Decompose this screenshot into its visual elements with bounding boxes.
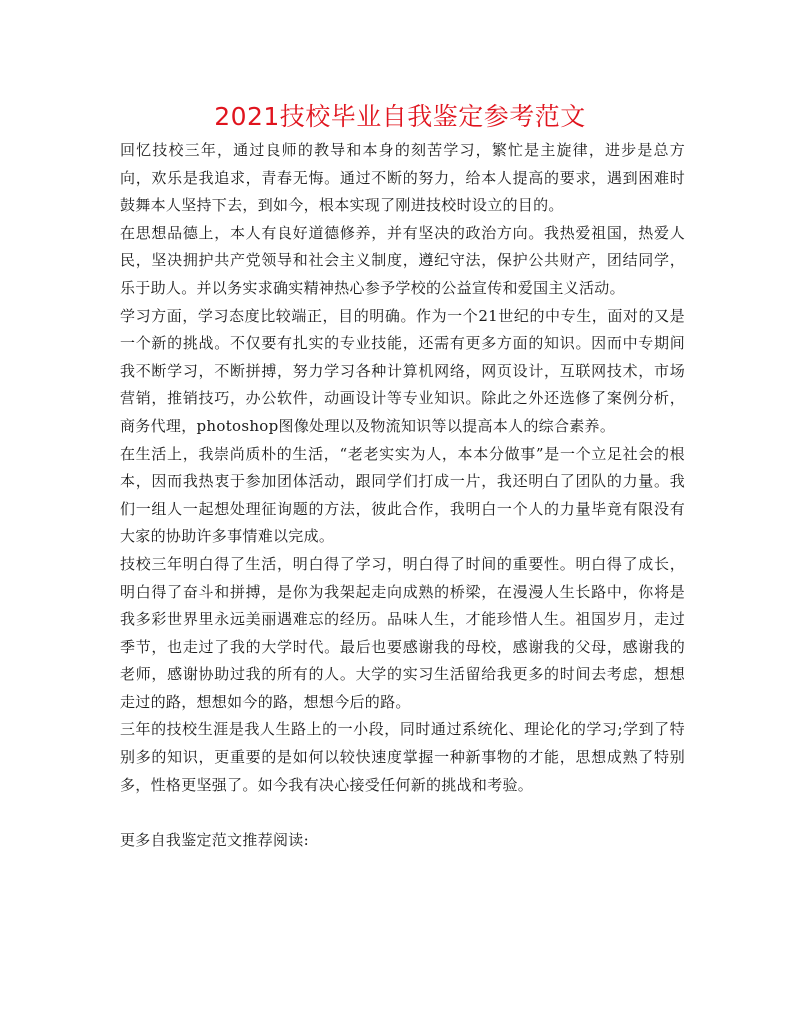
more-reading-heading: 更多自我鉴定范文推荐阅读: xyxy=(120,830,309,849)
paragraph-life: 在生活上，我崇尚质朴的生活，“老老实实为人，本本分做事”是一个立足社会的根本，因而我热衷于参加团体活动，跟同学们打成一片，我还明白了团队的力量。我们一组人一起想处理征询题的方法，彼此合作，我明白一个人的力量毕竟有限没有大家的协助许多事情难以完成。 xyxy=(120,444,685,546)
paragraph-study: 学习方面，学习态度比较端正，目的明确。作为一个21世纪的中专生，面对的又是一个新的挑战。不仅要有扎实的专业技能，还需有更多方面的知识。因而中专期间我不断学习，不断拼搏，努力学习各种计算机网络，网页设计，互联网技术，市场营销，推销技巧，办公软件，动画设计等专业知识。除此之外还选修了案例分析，商务代理，photoshop图像处理以及物流知识等以提高本人的综合素养。 xyxy=(120,306,685,435)
paragraph-ideology: 在思想品德上，本人有良好道德修养，并有坚决的政治方向。我热爱祖国，热爱人民，坚决拥护共产党领导和社会主义制度，遵纪守法，保护公共财产，团结同学，乐于助人。并以务实求确实精神热心参予学校的公益宣传和爱国主义活动。 xyxy=(120,223,685,297)
paragraph-growth: 技校三年明白得了生活，明白得了学习，明白得了时间的重要性。明白得了成长，明白得了奋斗和拼搏，是你为我架起走向成熟的桥梁，在漫漫人生长路中，你将是我多彩世界里永远美丽遇难忘的经历。品味人生，才能珍惜人生。祖国岁月，走过季节，也走过了我的大学时代。最后也要感谢我的母校，感谢我的父母，感谢我的老师，感谢协助过我的所有的人。大学的实习生活留给我更多的时间去考虑，想想走过的路，想想如今的路，想想今后的路。 xyxy=(120,554,685,711)
document-body xyxy=(120,137,685,854)
paragraph-intro: 回忆技校三年，通过良师的教导和本身的刻苦学习，繁忙是主旋律，进步是总方向，欢乐是我追求，青春无悔。通过不断的努力，给本人提高的要求，遇到困难时鼓舞本人坚持下去，到如今，根本实现了刚进技校时设立的目的。 xyxy=(120,141,685,215)
document-title: 2021技校毕业自我鉴定参考范文 xyxy=(214,102,586,131)
paragraph-conclusion: 三年的技校生涯是我人生路上的一小段，同时通过系统化、理论化的学习;学到了特别多的知识，更重要的是如何以较快速度掌握一种新事物的才能，思想成熟了特别多，性格更坚强了。如今我有决心接受任何新的挑战和考验。 xyxy=(120,720,685,794)
